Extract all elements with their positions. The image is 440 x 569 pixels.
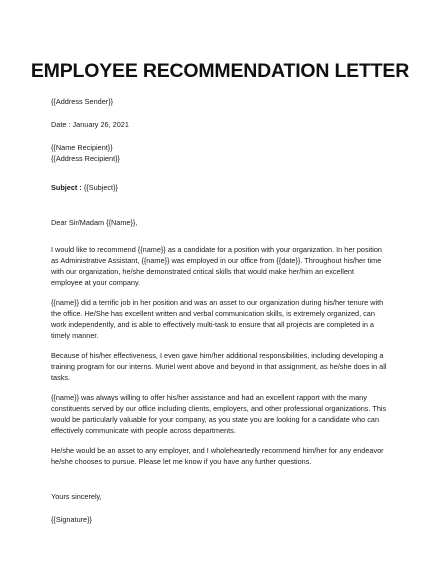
letter-title: EMPLOYEE RECOMMENDATION LETTER: [30, 60, 410, 82]
paragraph-line: training program for our interns. Muriel went above and beyond in that assignment, as he/she does in all: [51, 362, 387, 371]
paragraph-line: with our organization, he/she demonstrated critical skills that would make her/him an excellent: [51, 267, 354, 276]
paragraph-line: {{name}} was always willing to offer his/her assistance and had an excellent rapport with the many: [51, 393, 367, 402]
paragraph-line: would be particularly valuable for your company, as you state you are looking for a candidate who can: [51, 415, 380, 424]
paragraph-line: Because of his/her effectiveness, I even gave him/her additional responsibilities, including developing a: [51, 351, 384, 360]
paragraph-2: [51, 297, 396, 341]
date-line: Date : January 26, 2021: [51, 120, 129, 129]
paragraph-line: tasks.: [51, 373, 71, 382]
paragraph-line: constituents served by our office including clients, employers, and other professional organizations. This: [51, 404, 387, 413]
paragraph-line: I would like to recommend {{name}} as a candidate for a position with your organization. In her position: [51, 245, 382, 254]
paragraph-line: He/she would be an asset to any employer, and I wholeheartedly recommend him/her for any endeavor: [51, 446, 384, 455]
recipient-address: {{Address Recipient}}: [51, 154, 120, 163]
paragraph-line: timely manner.: [51, 331, 99, 340]
paragraph-3: [51, 350, 396, 383]
salutation: Dear Sir/Madam {{Name}},: [51, 218, 138, 227]
paragraph-line: as Administrative Assistant, {{name}} was employed in our office from {{date}}. Throughout his/her time: [51, 256, 382, 265]
subject-value: {{Subject}}: [81, 183, 118, 192]
paragraph-line: work independently, and is able to effectively multi-task to ensure that all projects are completed in a: [51, 320, 374, 329]
closing: Yours sincerely,: [51, 492, 102, 501]
paragraph-line: employee at your company.: [51, 278, 141, 287]
subject-label: Subject :: [51, 183, 82, 192]
paragraph-line: {{name}} did a terrific job in her position and was an asset to our organization during his/her tenure with: [51, 298, 384, 307]
subject-line: [51, 182, 396, 193]
paragraph-5: [51, 445, 396, 467]
signature: {{Signature}}: [51, 515, 92, 524]
sender-address: {{Address Sender}}: [51, 97, 114, 106]
recipient-name: {{Name Recipient}}: [51, 143, 113, 152]
paragraph-1: [51, 244, 396, 288]
paragraph-line: effectively communicate with people across departments.: [51, 426, 236, 435]
letter-body: [51, 96, 396, 525]
paragraph-4: [51, 392, 396, 436]
paragraph-line: he/she chooses to pursue. Please let me know if you have any further questions.: [51, 457, 312, 466]
paragraph-line: the office. He/She has excellent written and verbal communication skills, is extremely organized, can: [51, 309, 375, 318]
